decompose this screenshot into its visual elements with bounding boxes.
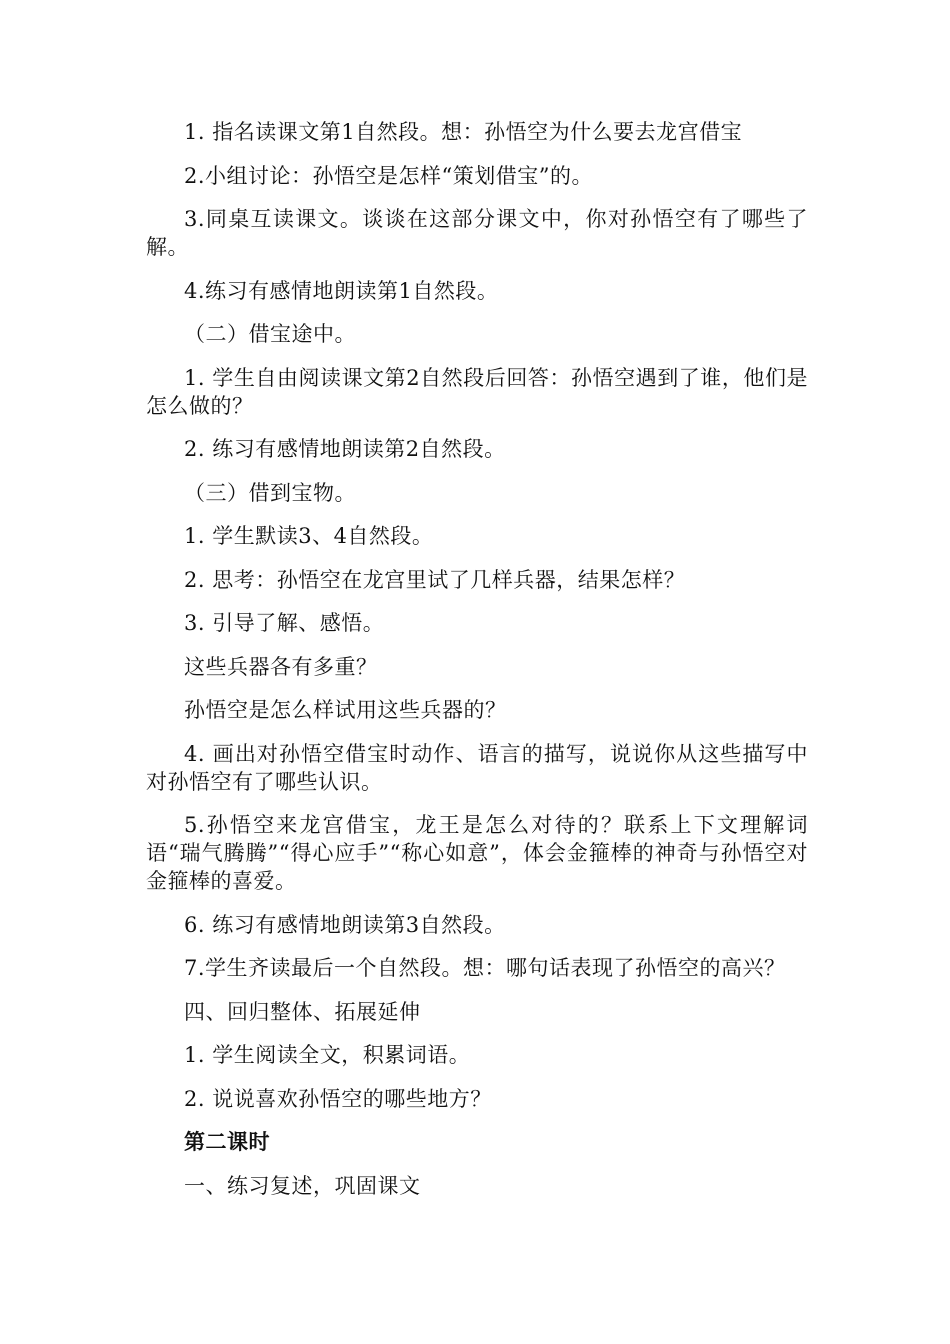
paragraph: 四、回归整体、拓展延伸 [184,999,421,1024]
document-body [146,118,808,1215]
paragraph: 一、练习复述，巩固课文 [184,1173,421,1198]
paragraph: 2. 思考：孙悟空在龙宫里试了几样兵器，结果怎样？ [184,567,686,592]
paragraph: 孙悟空是怎么样试用这些兵器的？ [184,698,507,722]
paragraph: 1. 指名读课文第1自然段。想：孙悟空为什么要去龙宫借宝 [184,120,743,144]
paragraph: 7.学生齐读最后一个自然段。想：哪句话表现了孙悟空的高兴？ [184,956,786,980]
paragraph: 3.同桌互读课文。谈谈在这部分课文中，你对孙悟空有了哪些了解。 [146,207,808,259]
section-heading: 第二课时 [184,1129,270,1154]
paragraph: 4. 画出对孙悟空借宝时动作、语言的描写，说说你从这些描写中对孙悟空有了哪些认识。 [146,741,808,794]
paragraph: 6. 练习有感情地朗读第3自然段。 [184,912,506,937]
paragraph: 3. 引导了解、感悟。 [184,611,385,635]
paragraph: 1. 学生默读3、4自然段。 [184,524,434,548]
paragraph: 1. 学生自由阅读课文第2自然段后回答：孙悟空遇到了谁，他们是怎么做的？ [146,365,808,418]
paragraph: 5.孙悟空来龙宫借宝，龙王是怎么对待的？联系上下文理解词语“瑞气腾腾”“得心应手”“称心如意”，体会金箍棒的神奇与孙悟空对金箍棒的喜爱。 [146,813,808,893]
paragraph: （三）借到宝物。 [184,480,356,505]
paragraph: 2. 练习有感情地朗读第2自然段。 [184,437,506,461]
paragraph: （二）借宝途中。 [184,322,356,346]
paragraph: 1. 学生阅读全文，积累词语。 [184,1043,471,1067]
paragraph: 4.练习有感情地朗读第1自然段。 [184,278,499,303]
paragraph: 2.小组讨论：孙悟空是怎样“策划借宝”的。 [184,163,594,188]
paragraph: 2. 说说喜欢孙悟空的哪些地方？ [184,1086,492,1111]
paragraph: 这些兵器各有多重？ [184,654,378,679]
